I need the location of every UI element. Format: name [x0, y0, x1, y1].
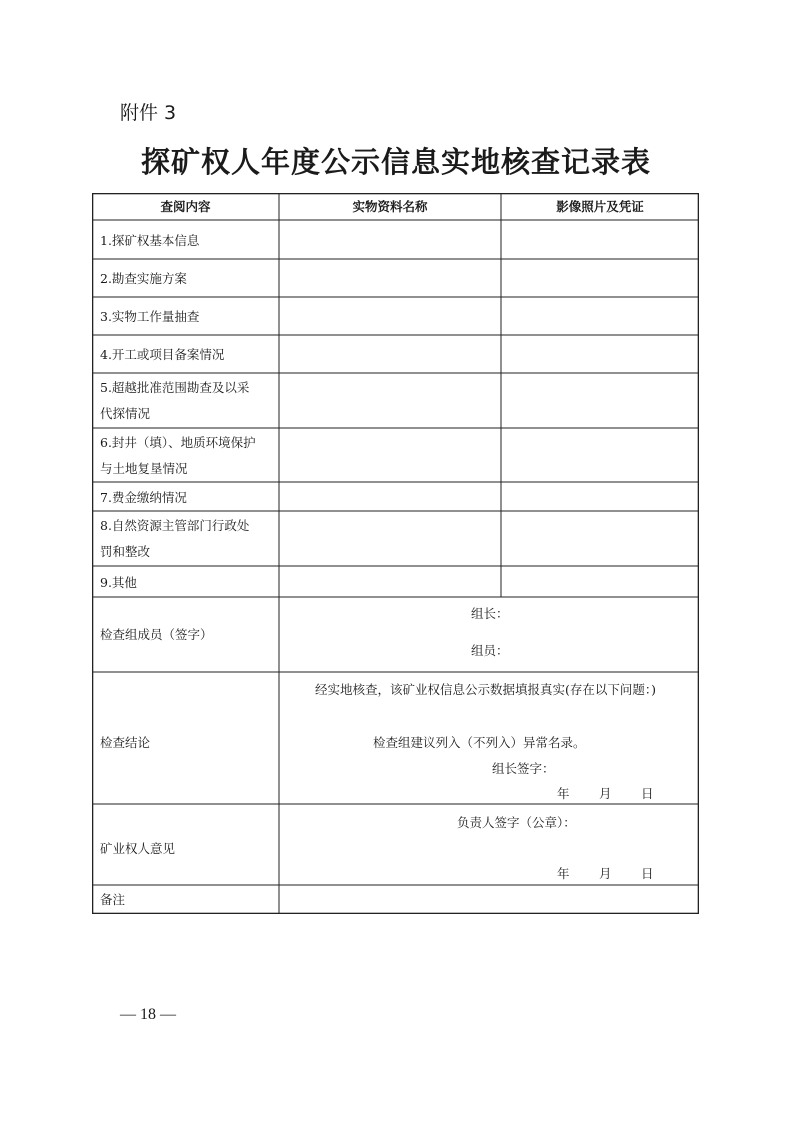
- row-label: 7.费金缴纳情况: [100, 490, 187, 505]
- row-label-continued: 罚和整改: [100, 544, 151, 559]
- date-year: 年: [557, 866, 570, 881]
- team-members-field: 组员：: [471, 643, 509, 658]
- row-label: 5.超越批准范围勘查及以采: [100, 380, 250, 395]
- row-label: 3.实物工作量抽查: [100, 309, 200, 324]
- conclusion-label: 检查结论: [100, 735, 151, 750]
- header-material-name: 实物资料名称: [352, 199, 428, 214]
- row-label: 1.探矿权基本信息: [100, 233, 200, 248]
- rights-holder-opinion-label: 矿业权人意见: [100, 841, 176, 856]
- header-photos-evidence: 影像照片及凭证: [556, 199, 644, 214]
- page-number: — 18 —: [120, 1006, 176, 1023]
- date-year: 年: [557, 786, 570, 801]
- row-label-continued: 代探情况: [100, 406, 151, 421]
- date-day: 日: [641, 786, 654, 801]
- conclusion-statement: 经实地核查，该矿业权信息公示数据填报真实(存在以下问题：): [315, 682, 657, 697]
- inspection-team-label: 检查组成员（签字）: [100, 627, 213, 642]
- responsible-signature-field: 负责人签字（公章）：: [457, 815, 576, 830]
- row-label: 4.开工或项目备案情况: [100, 347, 225, 362]
- row-label-continued: 与土地复垦情况: [100, 461, 188, 476]
- row-label: 8.自然资源主管部门行政处: [100, 518, 250, 533]
- row-label: 6.封井（填）、地质环境保护: [100, 435, 256, 450]
- team-leader-field: 组长：: [471, 606, 509, 621]
- header-review-content: 查阅内容: [160, 199, 211, 214]
- date-month: 月: [599, 866, 612, 881]
- attachment-label: 附件 3: [120, 102, 177, 124]
- date-day: 日: [641, 866, 654, 881]
- date-month: 月: [599, 786, 612, 801]
- page-title: 探矿权人年度公示信息实地核查记录表: [140, 145, 651, 179]
- leader-signature-field: 组长签字：: [492, 761, 555, 776]
- remarks-label: 备注: [100, 892, 126, 907]
- row-label: 2.勘查实施方案: [100, 271, 187, 286]
- table-grid-lines: [92, 193, 699, 914]
- conclusion-recommendation: 检查组建议列入（不列入）异常名录。: [373, 735, 586, 750]
- record-table: [92, 193, 699, 914]
- row-label: 9.其他: [100, 575, 137, 590]
